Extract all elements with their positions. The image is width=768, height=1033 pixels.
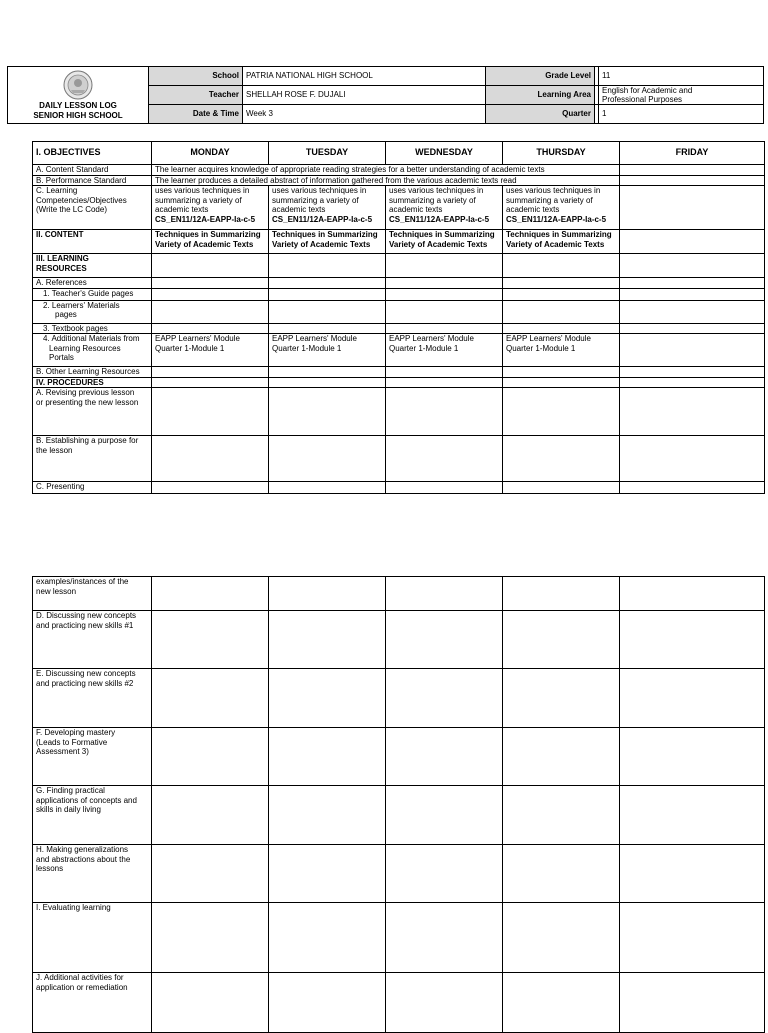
empty-cell: [386, 278, 503, 289]
school-label: School: [149, 67, 243, 86]
competency-friday: [620, 186, 765, 230]
procedure-h-label: [33, 845, 152, 903]
empty-cell: [503, 367, 620, 378]
competency-code: CS_EN11/12A-EAPP-Ia-c-5: [506, 214, 607, 224]
empty-cell: [386, 367, 503, 378]
empty-cell: [620, 165, 765, 176]
procedure-line: B. Establishing a purpose for: [36, 436, 139, 445]
lesson-log-table-part-2: [32, 576, 765, 1033]
empty-cell: [620, 436, 765, 482]
area-label: Learning Area: [486, 86, 595, 105]
content-tuesday: [269, 230, 386, 254]
content-standard-label: A. Content Standard: [33, 165, 152, 176]
procedure-b-label: [33, 436, 152, 482]
empty-cell: [269, 254, 386, 278]
content-line: Variety of Academic Texts: [506, 239, 605, 249]
module-line: Quarter 1-Module 1: [389, 343, 459, 353]
content-wednesday: [386, 230, 503, 254]
office-line-1: DAILY LESSON LOG: [39, 101, 117, 110]
empty-cell: [620, 482, 765, 494]
empty-cell: [503, 278, 620, 289]
procedure-g-label: [33, 786, 152, 845]
resources-heading-line: III. LEARNING: [36, 254, 89, 263]
empty-cell: [386, 288, 503, 300]
grade-label: Grade Level: [486, 67, 595, 86]
competency-line: academic texts: [272, 205, 326, 214]
procedure-line: D. Discussing new concepts: [36, 611, 137, 620]
empty-cell: [503, 845, 620, 903]
empty-cell: [620, 288, 765, 300]
procedure-e-label: [33, 669, 152, 728]
empty-cell: [620, 278, 765, 289]
empty-cell: [503, 436, 620, 482]
learners-materials-label: [33, 300, 152, 323]
empty-cell: [152, 388, 269, 436]
empty-cell: [503, 254, 620, 278]
procedure-line: skills in daily living: [36, 805, 101, 814]
empty-cell: [620, 577, 765, 611]
content-heading: II. CONTENT: [33, 230, 152, 254]
office-logo-cell: [8, 67, 149, 124]
objectives-heading: I. OBJECTIVES: [33, 142, 152, 165]
empty-cell: [620, 728, 765, 786]
empty-cell: [620, 175, 765, 186]
procedure-c-label: C. Presenting: [33, 482, 152, 494]
procedure-line: and practicing new skills #2: [36, 678, 134, 688]
competency-line: academic texts: [506, 205, 560, 214]
competency-line: uses various techniques in: [389, 186, 484, 195]
procedure-i-label: I. Evaluating learning: [33, 903, 152, 973]
competency-line: uses various techniques in: [155, 186, 250, 195]
textbook-label: 3. Textbook pages: [33, 323, 152, 334]
procedure-f-label: [33, 728, 152, 786]
empty-cell: [503, 377, 620, 388]
content-line: Techniques in Summarizing: [389, 230, 495, 239]
office-line-2: SENIOR HIGH SCHOOL: [33, 111, 123, 120]
module-line: EAPP Learners' Module: [389, 334, 474, 343]
empty-cell: [152, 323, 269, 334]
learners-materials-line: pages: [55, 310, 77, 319]
module-wednesday: [386, 334, 503, 367]
empty-cell: [152, 254, 269, 278]
content-line: Techniques in Summarizing: [155, 230, 261, 239]
empty-cell: [269, 611, 386, 669]
content-line: Techniques in Summarizing: [506, 230, 612, 239]
procedure-line: A. Revising previous lesson: [36, 388, 135, 397]
module-line: EAPP Learners' Module: [272, 334, 357, 343]
empty-cell: [269, 786, 386, 845]
school-value: PATRIA NATIONAL HIGH SCHOOL: [243, 67, 486, 86]
procedure-line: new lesson: [36, 586, 77, 596]
procedure-line: lessons: [36, 864, 64, 873]
module-line: EAPP Learners' Module: [155, 334, 240, 343]
empty-cell: [152, 278, 269, 289]
teachers-guide-label: 1. Teacher's Guide pages: [33, 288, 152, 300]
competency-code: CS_EN11/12A-EAPP-Ia-c-5: [155, 214, 256, 224]
empty-cell: [269, 669, 386, 728]
empty-cell: [386, 611, 503, 669]
empty-cell: [503, 903, 620, 973]
empty-cell: [152, 367, 269, 378]
competency-line: uses various techniques in: [272, 186, 367, 195]
empty-cell: [269, 367, 386, 378]
content-friday: [620, 230, 765, 254]
empty-cell: [152, 482, 269, 494]
day-header-friday: FRIDAY: [620, 142, 765, 165]
empty-cell: [152, 577, 269, 611]
module-monday: [152, 334, 269, 367]
area-line-2: Professional Purposes: [602, 95, 683, 104]
other-resources-label: B. Other Learning Resources: [33, 367, 152, 378]
empty-cell: [269, 323, 386, 334]
empty-cell: [386, 577, 503, 611]
procedure-line: or presenting the new lesson: [36, 397, 139, 407]
lesson-log-table-part-1: [32, 141, 765, 494]
empty-cell: [152, 300, 269, 323]
empty-cell: [386, 436, 503, 482]
competencies-label: [33, 186, 152, 230]
competency-code: CS_EN11/12A-EAPP-Ia-c-5: [272, 214, 373, 224]
competency-line: summarizing a variety of: [506, 195, 593, 205]
empty-cell: [620, 323, 765, 334]
teacher-label: Teacher: [149, 86, 243, 105]
empty-cell: [620, 300, 765, 323]
module-line: Quarter 1-Module 1: [506, 343, 576, 353]
references-label: A. References: [33, 278, 152, 289]
date-label: Date & Time: [149, 105, 243, 124]
competency-line: uses various techniques in: [506, 186, 601, 195]
empty-cell: [269, 577, 386, 611]
empty-cell: [269, 388, 386, 436]
empty-cell: [503, 323, 620, 334]
procedure-line: J. Additional activities for: [36, 973, 124, 982]
procedure-c-continued: [33, 577, 152, 611]
competencies-label-line: C. Learning: [36, 186, 78, 195]
header-table: [7, 66, 764, 124]
additional-materials-label: [33, 334, 152, 367]
empty-cell: [269, 482, 386, 494]
competency-line: academic texts: [155, 205, 209, 214]
empty-cell: [152, 377, 269, 388]
procedure-line: and practicing new skills #1: [36, 620, 134, 630]
competency-tuesday: [269, 186, 386, 230]
content-line: Variety of Academic Texts: [389, 239, 488, 249]
empty-cell: [503, 288, 620, 300]
empty-cell: [620, 254, 765, 278]
empty-cell: [269, 436, 386, 482]
module-tuesday: [269, 334, 386, 367]
empty-cell: [269, 728, 386, 786]
competencies-label-line: Competencies/Objectives: [36, 195, 127, 205]
empty-cell: [503, 728, 620, 786]
procedure-a-label: [33, 388, 152, 436]
empty-cell: [269, 377, 386, 388]
quarter-value: 1: [599, 105, 764, 124]
area-line-1: English for Academic and: [602, 86, 693, 95]
empty-cell: [152, 436, 269, 482]
empty-cell: [269, 845, 386, 903]
empty-cell: [386, 377, 503, 388]
empty-cell: [386, 254, 503, 278]
procedure-line: applications of concepts and: [36, 795, 137, 805]
empty-cell: [620, 903, 765, 973]
empty-cell: [269, 288, 386, 300]
empty-cell: [152, 786, 269, 845]
additional-materials-line: Portals: [49, 353, 74, 362]
competency-line: summarizing a variety of: [272, 195, 359, 205]
procedure-line: H. Making generalizations: [36, 845, 129, 854]
empty-cell: [269, 903, 386, 973]
procedures-heading: IV. PROCEDURES: [33, 377, 152, 388]
module-line: Quarter 1-Module 1: [272, 343, 342, 353]
content-thursday: [503, 230, 620, 254]
day-header-wednesday: WEDNESDAY: [386, 142, 503, 165]
empty-cell: [152, 903, 269, 973]
empty-cell: [620, 669, 765, 728]
content-monday: [152, 230, 269, 254]
empty-cell: [503, 786, 620, 845]
empty-cell: [620, 367, 765, 378]
empty-cell: [386, 786, 503, 845]
performance-standard-text: The learner produces a detailed abstract of information gathered from the various academic texts read: [152, 175, 269, 186]
performance-standard-label: B. Performance Standard: [33, 175, 152, 186]
procedure-d-label: [33, 611, 152, 669]
additional-materials-line: Learning Resources: [49, 343, 121, 353]
procedure-line: and abstractions about the: [36, 854, 131, 864]
empty-cell: [386, 903, 503, 973]
content-line: Variety of Academic Texts: [272, 239, 371, 249]
grade-value: 11: [599, 67, 764, 86]
date-value: Week 3: [243, 105, 486, 124]
empty-cell: [386, 728, 503, 786]
content-line: Techniques in Summarizing: [272, 230, 378, 239]
empty-cell: [152, 669, 269, 728]
empty-cell: [386, 323, 503, 334]
procedure-line: E. Discussing new concepts: [36, 669, 136, 678]
content-line: Variety of Academic Texts: [155, 239, 254, 249]
empty-cell: [503, 388, 620, 436]
empty-cell: [503, 669, 620, 728]
additional-materials-line: 4. Additional Materials from: [43, 334, 140, 343]
teacher-value: SHELLAH ROSE F. DUJALI: [243, 86, 486, 105]
day-header-thursday: THURSDAY: [503, 142, 620, 165]
procedure-line: (Leads to Formative: [36, 737, 108, 747]
competency-line: academic texts: [389, 205, 443, 214]
competency-code: CS_EN11/12A-EAPP-Ia-c-5: [389, 214, 490, 224]
empty-cell: [386, 845, 503, 903]
empty-cell: [152, 728, 269, 786]
competency-wednesday: [386, 186, 503, 230]
procedure-line: the lesson: [36, 445, 73, 455]
procedure-line: examples/instances of the: [36, 577, 129, 586]
day-header-tuesday: TUESDAY: [269, 142, 386, 165]
competency-monday: [152, 186, 269, 230]
competency-line: summarizing a variety of: [155, 195, 242, 205]
empty-cell: [620, 845, 765, 903]
empty-cell: [386, 669, 503, 728]
empty-cell: [620, 377, 765, 388]
content-standard-text: The learner acquires knowledge of appropriate reading strategies for a better understanding of academic texts: [152, 165, 269, 176]
empty-cell: [386, 482, 503, 494]
day-header-monday: MONDAY: [152, 142, 269, 165]
empty-cell: [152, 288, 269, 300]
empty-cell: [386, 388, 503, 436]
empty-cell: [152, 611, 269, 669]
area-value: [599, 86, 764, 105]
procedure-line: Assessment 3): [36, 747, 89, 756]
empty-cell: [503, 611, 620, 669]
empty-cell: [503, 175, 620, 186]
empty-cell: [620, 611, 765, 669]
module-thursday: [503, 334, 620, 367]
empty-cell: [269, 300, 386, 323]
module-line: EAPP Learners' Module: [506, 334, 591, 343]
procedure-line: G. Finding practical: [36, 786, 105, 795]
quarter-label: Quarter: [486, 105, 595, 124]
empty-cell: [503, 300, 620, 323]
empty-cell: [503, 482, 620, 494]
procedure-line: application or remediation: [36, 982, 128, 992]
procedure-line: F. Developing mastery: [36, 728, 116, 737]
empty-cell: [620, 786, 765, 845]
module-friday: [620, 334, 765, 367]
empty-cell: [386, 300, 503, 323]
empty-cell: [152, 845, 269, 903]
competency-line: summarizing a variety of: [389, 195, 476, 205]
competencies-label-line: (Write the LC Code): [36, 205, 107, 214]
empty-cell: [503, 577, 620, 611]
empty-cell: [620, 388, 765, 436]
module-line: Quarter 1-Module 1: [155, 343, 225, 353]
competency-thursday: [503, 186, 620, 230]
learners-materials-line: 2. Learners' Materials: [43, 300, 120, 310]
resources-heading: [33, 254, 152, 278]
deped-seal-icon: [63, 70, 93, 100]
resources-heading-line: RESOURCES: [36, 263, 87, 273]
empty-cell: [269, 278, 386, 289]
